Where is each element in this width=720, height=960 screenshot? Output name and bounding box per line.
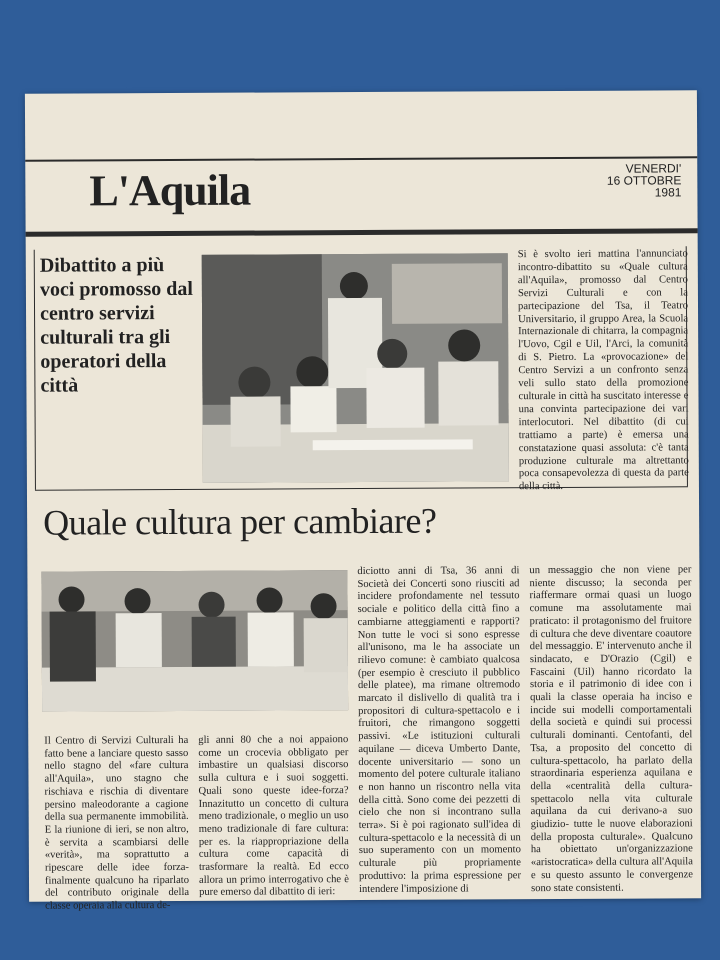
meeting-photo-bottom [41, 570, 348, 712]
header-top-rule [25, 156, 697, 161]
date-year: 1981 [654, 185, 682, 200]
feature-box-left-rule [34, 250, 36, 490]
article-intro: Si è svolto ieri mattina l'annunciato incontro-dibattito su «Quale cultura all'Aquila», promosso dal Centro Servizi Culturali e con la partecipazione del Tsa, il Teatro Universitario, il gruppo Area, la Scuola Internazionale di chitarra, la compagnia l'Uovo, Cgil e Uil, l'Arci, la comunità di S. Pietro. La «provocazione» del Centro Servizi a un confronto senza veli sullo stato della promozione culturale in città ha suscitato interesse e una convinta partecipazione dei vari interlocutori. Nel dibattito (di cui trattiamo a parte) è emersa una constatazione quasi assoluta: c'è tanta produzione culturale ma altrettanto poca consapevolezza di questa da parte della città. [517, 248, 689, 493]
header-bottom-rule [26, 228, 698, 237]
article-column-4: un messaggio che non viene per niente discusso; la seconda per riaffermare ormai quasi un luogo comune ma assolutamente mai praticato: il protagonismo del fruitore di cultura che deve diventare coautore del messaggio. E' intervenuto anche il sindacato, e D'Orazio (Cgil) e Fascaini (Uil) hanno ricordato la storia e il patrimonio di idee con i quali la classe operaia ha inciso e incide sui modelli comportamentali della società e quindi sui processi culturali dominanti. Centofanti, del Tsa, a proposito del concetto di cultura-spettacolo, ha parlato della straordinaria esperienza aquilana e della «centralità della cultura-spettacolo nella vita culturale aquilana da cui derivano-a suo giudizio- tutte le nuove elaborazioni della proposta culturale». Qualcuno ha obiettato un'organizzazione «aristocratica» della cultura all'Aquila e su questo assunto le convergenze sono state consistenti. [529, 564, 694, 894]
issue-date [607, 162, 682, 198]
article-subheading: Dibattito a più voci promosso dal centro servizi culturali tra gli operatori della città [39, 254, 193, 397]
article-column-1: Il Centro di Servizi Culturali ha fatto bene a lanciare questo sasso nello stagno del «fare cultura all'Aquila», uno stagno che rischiava e rischia di diventare persino maleodorante a cagione della sua permanente immobilità. E la riunione di ieri, se non altro, è servita a scambiarsi delle «verità», ma soprattutto a ripescare delle idee forza-finalmente qualcuno ha riparlato del contributo originale della classe operaia alla cultura de- [44, 734, 190, 912]
article-column-3: diciotto anni di Tsa, 36 anni di Società dei Concerti sono riusciti ad incidere profondamente nel tessuto sociale e politico della città fino a cambiarne atteggiamenti e rapporti? Non tutte le voci si sono espresse all'unisono, ma le ha associate un rilievo comune: è cambiato qualcosa (per esempio è cresciuto il pubblico delle platee), ma rimane oltremodo marcato il dislivello di qualità tra i propositori di cultura-spettacolo e i fruitori, che rimangono soggetti passivi. «Le istituzioni culturali aquilane — diceva Umberto Dante, docente universitario — sono un momento del potere culturale italiano e non hanno un riscontro nella vita della città. Sono come dei pezzetti di cielo che non si incontrano sulla terra». Si è poi ragionato sull'idea di cultura-spettacolo e la necessità di un suo superamento con un momento culturale più propriamente produttivo: la prima espressione per intendere l'imposizione di [357, 565, 522, 895]
newspaper-clipping [25, 90, 701, 912]
article-headline: Quale cultura per cambiare? [43, 500, 437, 543]
date-weekday: VENERDI' [625, 161, 682, 176]
newspaper-section-title: L'Aquila [89, 165, 251, 216]
date-day-month: 16 OTTOBRE [606, 173, 682, 188]
article-column-2: gli anni 80 che a noi appaiono come un crocevia obbligato per imbastire un qualsiasi discorso sulla cultura e i suoi soggetti. Quali sono queste idee-forza? Innazitutto un concetto di cultura meno tradizionale, o meglio un uso meno tradizionale di fare cultura: per es. la riappropriazione della cultura come capacità di trasformare la realtà. Ed ecco allora un primo interrogativo che è pure emerso dal dibattito di ieri: [198, 734, 350, 899]
meeting-photo-top [202, 253, 509, 483]
